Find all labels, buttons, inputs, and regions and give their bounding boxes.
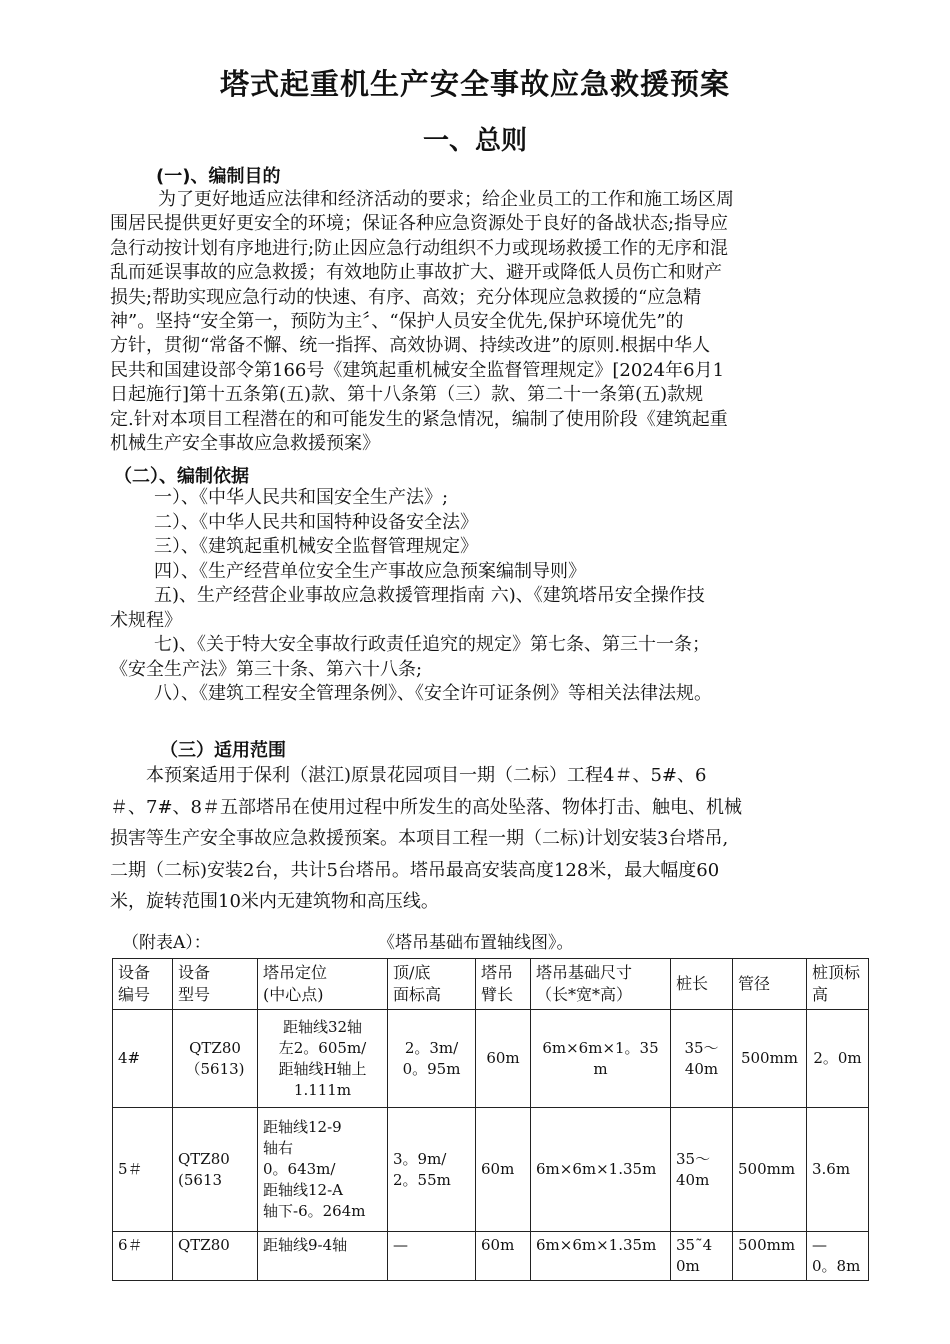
- table-row: [113, 1232, 869, 1281]
- paragraph-line: 神”。坚持“安全第一，预防为主〞、“保护人员安全优先,保护环境优先”的: [110, 311, 684, 333]
- column-header: 塔吊定位 (中心点): [258, 959, 388, 1010]
- list-item: 四）、《生产经营单位安全生产事故应急预案编制导则》: [154, 560, 586, 582]
- scope-heading: （三）适用范围: [160, 740, 286, 761]
- list-item: 五)、生产经营企业事故应急救援管理指南 六)、《建筑塔吊安全操作技: [154, 585, 705, 606]
- paragraph-line: 本预案适用于保利（湛江)原景花园项目一期（二标）工程4＃、5#、6: [146, 765, 707, 786]
- cell-foundation: 6m×6m×1。35 m: [531, 1010, 671, 1108]
- paragraph-line: 定.针对本项目工程潜在的和可能发生的紧急情况，编制了使用阶段《建筑起重: [110, 408, 728, 430]
- paragraph-line: 日起施行]第十五条第(五)款、第十八条第（三）款、第二十一条第(五)款规: [110, 384, 704, 406]
- column-header: 设备 编号: [113, 959, 173, 1010]
- cell-model: QTZ80 （5613): [173, 1010, 258, 1108]
- cell-foundation: 6m×6m×1.35m: [531, 1232, 671, 1281]
- cell-diameter: 500mm: [733, 1232, 807, 1281]
- cell-pile-top: — 0。8m: [807, 1232, 869, 1281]
- cell-arm: 60m: [476, 1010, 531, 1108]
- column-header: 设备 型号: [173, 959, 258, 1010]
- list-item: 三）、《建筑起重机械安全监督管理规定》: [154, 536, 478, 557]
- paragraph-line: 二期（二标)安装2台，共计5台塔吊。塔吊最高安装高度128米，最大幅度60: [110, 859, 720, 881]
- purpose-heading: (一)、编制目的: [156, 166, 281, 187]
- cell-pile-length: 35～ 40m: [671, 1010, 733, 1108]
- list-item: 七)、《关于特大安全事故行政责任追究的规定》第七条、第三十一条；: [154, 634, 711, 655]
- table-caption-label: （附表A）：: [122, 933, 211, 953]
- paragraph-line: 为了更好地适应法律和经济活动的要求；给企业员工的工作和施工场区周: [158, 189, 734, 210]
- paragraph-line: 乱而延误事故的应急救援；有效地防止事故扩大、避开或降低人员伤亡和财产: [110, 262, 722, 284]
- section-title: 一、总则: [422, 126, 527, 156]
- list-item: 《安全生产法》第三十条、第六十八条;: [110, 658, 423, 680]
- column-header: 管径: [733, 959, 807, 1010]
- cell-diameter: 500mm: [733, 1108, 807, 1232]
- cell-elevation: 2。3m/ 0。95m: [388, 1010, 476, 1108]
- table-header-row: [113, 959, 869, 1010]
- cell-elevation: 3。9m/ 2。55m: [388, 1108, 476, 1232]
- column-header: 桩顶标 高: [807, 959, 869, 1010]
- paragraph-line: 机械生产安全事故应急救援预案》: [110, 433, 380, 455]
- paragraph-line: 民共和国建设部令第166号《建筑起重机械安全监督管理规定》[2024年6月1: [110, 359, 725, 381]
- cell-model: QTZ80: [173, 1232, 258, 1281]
- cell-elevation: —: [388, 1232, 476, 1281]
- list-item: 八）、《建筑工程安全管理条例》、《安全许可证条例》等相关法律法规。: [154, 683, 712, 704]
- purpose-paragraph: [110, 188, 882, 456]
- cell-arm: 60m: [476, 1108, 531, 1232]
- cell-pile-length: 35～ 40m: [671, 1108, 733, 1232]
- tower-crane-table: [112, 958, 869, 1281]
- cell-id: 5＃: [113, 1108, 173, 1232]
- cell-position: 距轴线9-4轴: [258, 1232, 388, 1281]
- cell-pile-length: 35˜4 0m: [671, 1232, 733, 1281]
- list-item: 二）、《中华人民共和国特种设备安全法》: [154, 511, 478, 533]
- cell-diameter: 500mm: [733, 1010, 807, 1108]
- paragraph-line: 损失;帮助实现应急行动的快速、有序、高效；充分体现应急救援的“应急精: [110, 286, 702, 308]
- cell-position: 距轴线12-9 轴右 0。643m/ 距轴线12-A 轴下-6。264m: [258, 1108, 388, 1232]
- cell-id: 6＃: [113, 1232, 173, 1281]
- cell-model: QTZ80 (5613: [173, 1108, 258, 1232]
- basis-list: [110, 486, 900, 707]
- table-row: [113, 1010, 869, 1108]
- cell-pile-top: 3.6m: [807, 1108, 869, 1232]
- scope-paragraph: [110, 760, 890, 918]
- document-title: 塔式起重机生产安全事故应急救援预案: [219, 67, 730, 101]
- cell-foundation: 6m×6m×1.35m: [531, 1108, 671, 1232]
- table-row: [113, 1108, 869, 1232]
- column-header: 塔吊 臂长: [476, 959, 531, 1010]
- list-item: 一）、《中华人民共和国安全生产法》;: [154, 487, 449, 508]
- column-header: 桩长: [671, 959, 733, 1010]
- paragraph-line: 方针，贯彻“常备不懈、统一指挥、高效协调、持续改进”的原则.根据中华人: [110, 335, 711, 357]
- cell-arm: 60m: [476, 1232, 531, 1281]
- table-caption-title: 《塔吊基础布置轴线图》。: [378, 933, 574, 953]
- column-header: 塔吊基础尺寸 （长*宽*高）: [531, 959, 671, 1010]
- list-item: 术规程》: [110, 609, 182, 631]
- cell-pile-top: 2。0m: [807, 1010, 869, 1108]
- paragraph-line: 围居民提供更好更安全的环境；保证各种应急资源处于良好的备战状态;指导应: [110, 213, 729, 235]
- cell-position: 距轴线32轴 左2。605m/ 距轴线H轴上 1.111m: [258, 1010, 388, 1108]
- paragraph-line: 米，旋转范围10米内无建筑物和高压线。: [110, 891, 439, 913]
- paragraph-line: 急行动按计划有序地进行;防止因应急行动组织不力或现场救援工作的无序和混: [110, 237, 729, 259]
- paragraph-line: 损害等生产安全事故应急救援预案。本项目工程一期（二标)计划安装3台塔吊,: [110, 828, 729, 850]
- paragraph-line: ＃、7#、8＃五部塔吊在使用过程中所发生的高处坠落、物体打击、触电、机械: [110, 796, 742, 818]
- basis-heading: （二）、编制依据: [114, 466, 249, 487]
- cell-id: 4#: [113, 1010, 173, 1108]
- column-header: 顶/底 面标高: [388, 959, 476, 1010]
